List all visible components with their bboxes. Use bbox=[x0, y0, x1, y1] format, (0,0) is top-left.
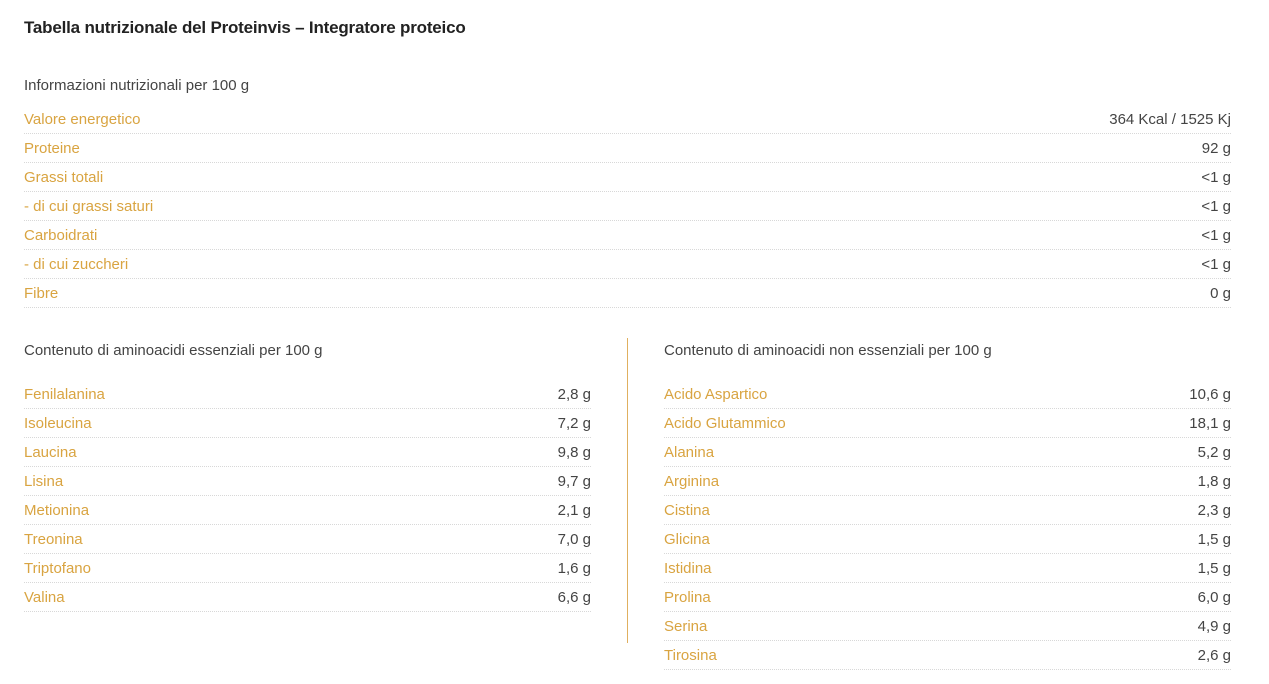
table-row bbox=[664, 380, 1231, 409]
essential-rows bbox=[24, 380, 591, 612]
row-value: <1 g bbox=[1201, 197, 1231, 215]
table-row bbox=[24, 525, 591, 554]
row-value: 1,5 g bbox=[1197, 559, 1231, 577]
row-label: Lisina bbox=[24, 472, 64, 490]
row-label: Laucina bbox=[24, 443, 77, 461]
row-value: 18,1 g bbox=[1189, 414, 1231, 432]
row-label: Acido Glutammico bbox=[664, 414, 786, 432]
row-label: Tirosina bbox=[664, 646, 717, 664]
row-label: Proteine bbox=[24, 139, 80, 157]
table-row bbox=[24, 250, 1231, 279]
row-value: 2,1 g bbox=[557, 501, 591, 519]
table-row bbox=[664, 525, 1231, 554]
table-row bbox=[664, 496, 1231, 525]
row-value: 2,3 g bbox=[1197, 501, 1231, 519]
nonessential-heading: Contenuto di aminoacidi non essenziali per 100 g bbox=[664, 342, 992, 359]
table-row bbox=[664, 409, 1231, 438]
row-label: Acido Aspartico bbox=[664, 385, 768, 403]
row-value: 10,6 g bbox=[1189, 385, 1231, 403]
row-value: <1 g bbox=[1201, 255, 1231, 273]
row-value: 1,5 g bbox=[1197, 530, 1231, 548]
table-row bbox=[24, 105, 1231, 134]
row-value: 1,8 g bbox=[1197, 472, 1231, 490]
row-value: 4,9 g bbox=[1197, 617, 1231, 635]
row-label: Isoleucina bbox=[24, 414, 92, 432]
row-value: 0 g bbox=[1210, 284, 1231, 302]
table-row bbox=[664, 612, 1231, 641]
table-row bbox=[664, 467, 1231, 496]
table-row bbox=[24, 163, 1231, 192]
row-value: 9,7 g bbox=[557, 472, 591, 490]
row-label: - di cui grassi saturi bbox=[24, 197, 154, 215]
essential-amino-table bbox=[24, 340, 591, 612]
column-divider bbox=[627, 338, 628, 643]
row-label: Glicina bbox=[664, 530, 710, 548]
essential-heading: Contenuto di aminoacidi essenziali per 100 g bbox=[24, 342, 323, 359]
row-label: Valina bbox=[24, 588, 65, 606]
row-label: Istidina bbox=[664, 559, 712, 577]
table-row bbox=[24, 221, 1231, 250]
row-label: Alanina bbox=[664, 443, 715, 461]
row-label: Metionina bbox=[24, 501, 90, 519]
row-value: 1,6 g bbox=[557, 559, 591, 577]
nutrition-rows bbox=[24, 105, 1231, 308]
page-title: Tabella nutrizionale del Proteinvis – Integratore proteico bbox=[24, 18, 466, 37]
row-label: Serina bbox=[664, 617, 708, 635]
row-label: Triptofano bbox=[24, 559, 91, 577]
table-row bbox=[664, 641, 1231, 670]
table-row bbox=[24, 134, 1231, 163]
table-row bbox=[24, 192, 1231, 221]
row-value: 6,6 g bbox=[557, 588, 591, 606]
row-value: 2,8 g bbox=[557, 385, 591, 403]
table-row bbox=[24, 583, 591, 612]
nutrition-table bbox=[24, 75, 1231, 308]
row-label: Treonina bbox=[24, 530, 83, 548]
table-row bbox=[24, 380, 591, 409]
table-row bbox=[664, 583, 1231, 612]
row-label: Prolina bbox=[664, 588, 711, 606]
table-row bbox=[24, 409, 591, 438]
row-label: Arginina bbox=[664, 472, 720, 490]
row-label: Fibre bbox=[24, 284, 59, 302]
row-value: 2,6 g bbox=[1197, 646, 1231, 664]
table-row bbox=[24, 554, 591, 583]
row-label: Fenilalanina bbox=[24, 385, 105, 403]
table-row bbox=[664, 554, 1231, 583]
row-label: - di cui zuccheri bbox=[24, 255, 129, 273]
row-label: Carboidrati bbox=[24, 226, 98, 244]
row-value: <1 g bbox=[1201, 226, 1231, 244]
nonessential-amino-table bbox=[664, 340, 1231, 670]
row-value: 92 g bbox=[1201, 139, 1231, 157]
row-value: 9,8 g bbox=[557, 443, 591, 461]
row-value: 7,2 g bbox=[557, 414, 591, 432]
table-row bbox=[24, 438, 591, 467]
row-value: <1 g bbox=[1201, 168, 1231, 186]
nonessential-rows bbox=[664, 380, 1231, 670]
table-row bbox=[24, 279, 1231, 308]
row-value: 5,2 g bbox=[1197, 443, 1231, 461]
nutrition-heading: Informazioni nutrizionali per 100 g bbox=[24, 77, 250, 94]
row-value: 364 Kcal / 1525 Kj bbox=[1109, 110, 1231, 128]
row-label: Grassi totali bbox=[24, 168, 104, 186]
table-row bbox=[24, 467, 591, 496]
row-value: 6,0 g bbox=[1197, 588, 1231, 606]
table-row bbox=[24, 496, 591, 525]
row-value: 7,0 g bbox=[557, 530, 591, 548]
row-label: Valore energetico bbox=[24, 110, 141, 128]
table-row bbox=[664, 438, 1231, 467]
row-label: Cistina bbox=[664, 501, 710, 519]
